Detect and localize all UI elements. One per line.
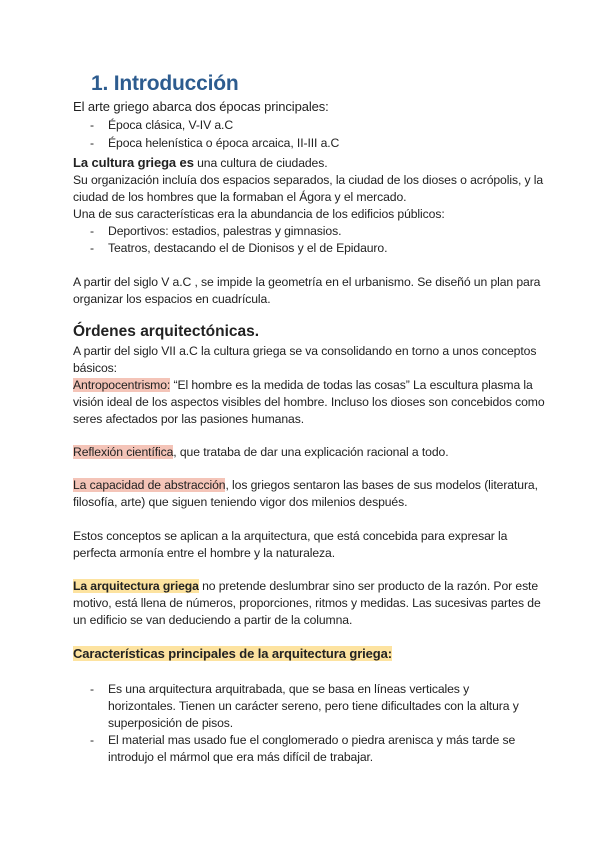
intro-line: El arte griego abarca dos épocas principales:: [73, 99, 329, 114]
culture-bold: La cultura griega es: [73, 155, 194, 170]
arch-text: no pretende deslumbrar sino ser producto de la razón. Por este: [198, 579, 539, 593]
feature-item: Es una arquitectura arquitrabada, que se basa en líneas verticales y: [108, 682, 470, 696]
feature-item: superposición de pisos.: [108, 716, 234, 730]
abstraccion-line: [73, 477, 538, 494]
reflexion-line: [73, 444, 449, 461]
page-title: 1. Introducción: [91, 72, 239, 95]
antropocentrismo-line: seres afectados por las pasiones humanas.: [73, 412, 304, 426]
arquitectura-line: [73, 578, 538, 595]
epoch-item: Época clásica, V-IV a.C: [108, 118, 234, 132]
culture-line: [73, 154, 328, 172]
bullet-dash: -: [90, 241, 95, 255]
geometry-line: A partir del siglo V a.C , se impide la geometría en el urbanismo. Se diseñó un plan para: [73, 275, 541, 289]
epoch-item: Época helenística o época arcaica, II-III a.C: [108, 136, 340, 150]
feature-item: horizontales. Tienen un carácter sereno, pero tiene dificultades con la altura y: [108, 699, 519, 713]
feature-item: introdujo el mármol que era más difícil de trabajar.: [108, 750, 374, 764]
section-heading-orders: Órdenes arquitectónicas.: [73, 323, 260, 340]
orders-paragraph: A partir del siglo VII a.C la cultura griega se va consolidando en torno a unos conceptos: [73, 344, 537, 358]
reflex-text: , que trataba de dar una explicación racional a todo.: [173, 445, 449, 459]
bullet-dash: -: [90, 733, 95, 747]
highlight-features-heading: Características principales de la arquitectura griega:: [73, 646, 393, 661]
culture-rest: una cultura de ciudades.: [193, 156, 328, 170]
bullet-dash: -: [90, 136, 95, 150]
abstr-text: , los griegos sentaron las bases de sus modelos (literatura,: [225, 478, 538, 492]
org-line: ciudad de los hombres que la formaban el Ágora y el mercado.: [73, 190, 407, 204]
org-line: Su organización incluía dos espacios separados, la ciudad de los dioses o acrópolis, y la: [73, 173, 544, 187]
feature-item: El material mas usado fue el conglomerado o piedra arenisca y más tarde se: [108, 733, 516, 747]
features-line: Una de sus características era la abundancia de los edificios públicos:: [73, 207, 445, 221]
highlight-abstraccion: La capacidad de abstracción: [73, 478, 226, 492]
concepts-line: Estos conceptos se aplican a la arquitectura, que está concebida para expresar la: [73, 529, 508, 543]
building-item: Teatros, destacando el de Dionisos y el de Epidauro.: [108, 241, 388, 255]
section-heading-features: [73, 645, 392, 662]
orders-paragraph: básicos:: [73, 361, 117, 375]
building-item: Deportivos: estadios, palestras y gimnasios.: [108, 224, 342, 238]
bullet-dash: -: [90, 224, 95, 238]
arquitectura-line: motivo, está llena de números, proporciones, ritmos y medidas. Las sucesivas partes de: [73, 596, 541, 610]
highlight-antropocentrismo: Antropocentrismo:: [73, 378, 171, 392]
bullet-dash: -: [90, 118, 95, 132]
highlight-reflexion: Reflexión científica: [73, 445, 174, 459]
concepts-line: perfecta armonía entre el hombre y la naturaleza.: [73, 546, 336, 560]
bullet-dash: -: [90, 682, 95, 696]
antropocentrismo-line: visión ideal de los aspectos visibles del hombre. Incluso los dioses son concebidos como: [73, 395, 545, 409]
highlight-arquitectura: La arquitectura griega: [73, 579, 199, 593]
geometry-line: organizar los espacios en cuadrícula.: [73, 292, 271, 306]
abstraccion-line: filosofía, arte) que siguen teniendo vigor dos milenios después.: [73, 495, 408, 509]
antropocentrismo-line: [73, 377, 533, 394]
arquitectura-line: un edificio se van deduciendo a partir de la columna.: [73, 613, 353, 627]
antro-text: “El hombre es la medida de todas las cosas” La escultura plasma la: [170, 378, 533, 392]
